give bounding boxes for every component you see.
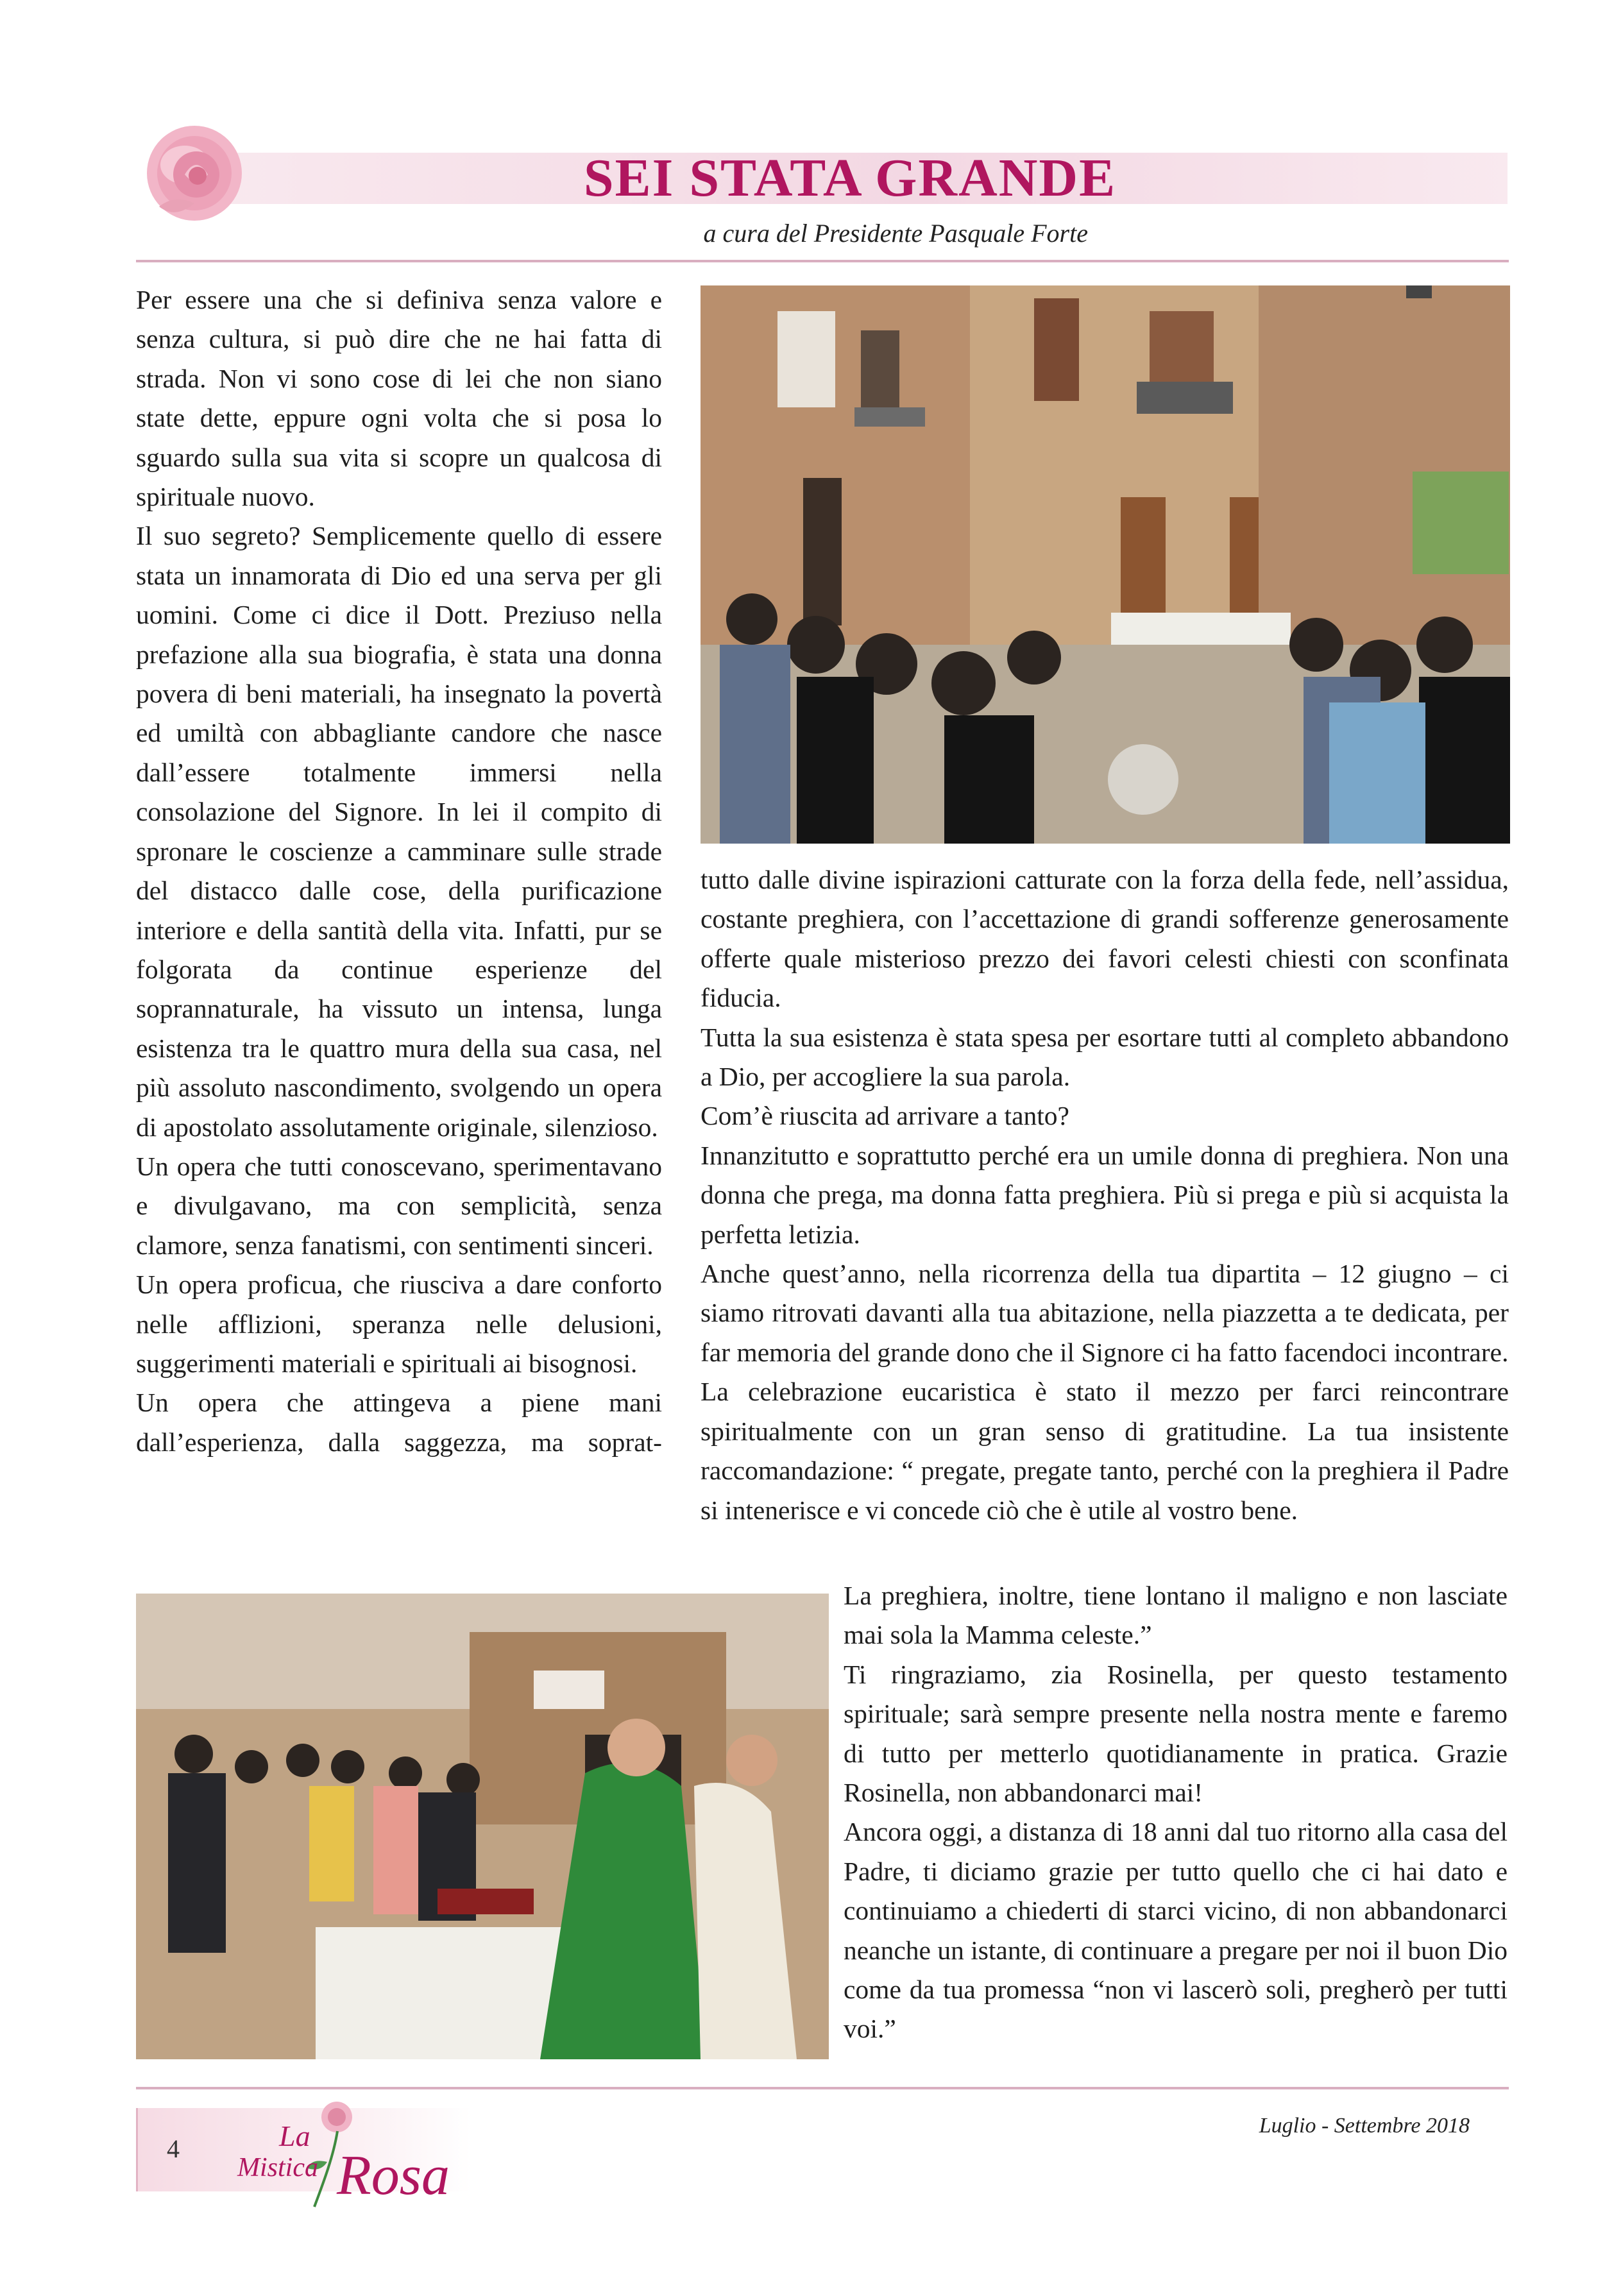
- logo-text-la: La: [279, 2120, 310, 2152]
- article-byline: a cura del Presidente Pasquale Forte: [703, 219, 1088, 248]
- issue-date: Luglio - Settembre 2018: [1259, 2114, 1470, 2138]
- paragraph: Il suo segreto? Semplicemente quello di essere stata un innamorata di Dio ed una serva per gli uomini. Come ci dice il Dott. Preziuso nella prefazione alla sua biografia, è stata una donna povera di beni materiali, ha insegnato la povertà ed umiltà con abbagliante candore che nasce dall’essere totalmente immersi nella consolazione del Signore. In lei il compito di spronare le coscienze a camminare sulle strade del distacco dalle cose, della purificazione interiore e della santità della vita. Infatti, pur se folgorata da continue esperienze del soprannaturale, ha vissuto un intensa, lunga esistenza tra le quattro mura della sua casa, nel più assoluto nascondimento, svolgendo un opera di apostolato assolutamente originale, silenzioso.: [136, 521, 662, 1142]
- paragraph: Per essere una che si definiva senza valore e senza cultura, si può dire che ne hai fatta di strada. Non vi sono cose di lei che non siano state dette, eppure ogni volta che si posa lo sguardo sulla sua vita si scopre un qualcosa di spirituale nuovo.: [136, 285, 662, 512]
- paragraph: Ti ringraziamo, zia Rosinella, per questo testamento spirituale; sarà sempre presente nella nostra mente e faremo di tutto per metterlo quotidianamente in pratica. Grazie Rosinella, non abbandonarci mai!: [844, 1659, 1508, 1808]
- logo-text-rosa: Rosa: [337, 2145, 450, 2207]
- article-right-column: [701, 860, 1509, 1530]
- header-divider: [136, 260, 1509, 262]
- paragraph: Un opera proficua, che riusciva a dare conforto nelle afflizioni, speranza nelle delusioni, suggerimenti materiali e spirituali ai bisognosi.: [136, 1270, 662, 1378]
- paragraph: La celebrazione eucaristica è stato il mezzo per farci reincontrare spiritualmente con un gran senso di gratitudine. La tua insistente raccomandazione: “ pregate, pregate tanto, perché con la preghiera il Padre si intenerisce e vi concede ciò che è utile al vostro bene.: [701, 1377, 1509, 1525]
- paragraph: Com’è riuscita ad arrivare a tanto?: [701, 1101, 1069, 1131]
- article-title: SEI STATA GRANDE: [583, 148, 1117, 208]
- magazine-logo: [212, 2098, 488, 2213]
- footer-divider: [136, 2087, 1509, 2089]
- page-number: 4: [167, 2134, 180, 2163]
- paragraph: La preghiera, inoltre, tiene lontano il maligno e non lasciate mai sola la Mamma celeste.”: [844, 1581, 1508, 1650]
- article-left-column: [136, 280, 662, 1462]
- paragraph: Tutta la sua esistenza è stata spesa per esortare tutti al completo abbandono a Dio, per accogliere la sua parola.: [701, 1022, 1509, 1092]
- photo-piazzetta-mass: [701, 285, 1510, 844]
- paragraph: Anche quest’anno, nella ricorrenza della tua dipartita – 12 giugno – ci siamo ritrovati davanti alla tua abitazione, nella piazzetta a te dedicata, per far memoria del grande dono che il Signore ci ha fatto facendoci incontrare.: [701, 1259, 1509, 1367]
- paragraph: Ancora oggi, a distanza di 18 anni dal tuo ritorno alla casa del Padre, ti diciamo grazie per tutto quello che ci hai dato e continuiamo a chiederti di starci vicino, di non abbandonarci neanche un istante, di continuare a pregare per noi il buon Dio come da tua promessa “non vi lascerò soli, pregherò per tutti voi.”: [844, 1817, 1508, 2044]
- paragraph: Un opera che attingeva a piene mani dall’esperienza, dalla saggezza, ma soprat-: [136, 1388, 662, 1457]
- logo-text-mistica: Mistica: [237, 2153, 318, 2182]
- paragraph: Innanzitutto e soprattutto perché era un umile donna di preghiera. Non una donna che prega, ma donna fatta preghiera. Più si prega e più si acquista la perfetta letizia.: [701, 1140, 1509, 1249]
- photo-celebration-altar: [136, 1594, 829, 2059]
- paragraph: tutto dalle divine ispirazioni catturate con la forza della fede, nell’assidua, costante preghiera, con l’accettazione di grandi sofferenze generosamente offerte quale misterioso prezzo dei favori celesti chiesti con sconfinata fiducia.: [701, 865, 1509, 1013]
- paragraph: Un opera che tutti conoscevano, sperimentavano e divulgavano, ma con semplicità, senza clamore, senza fanatismi, con sentimenti sinceri.: [136, 1151, 662, 1260]
- article-tail-column: [844, 1576, 1508, 2049]
